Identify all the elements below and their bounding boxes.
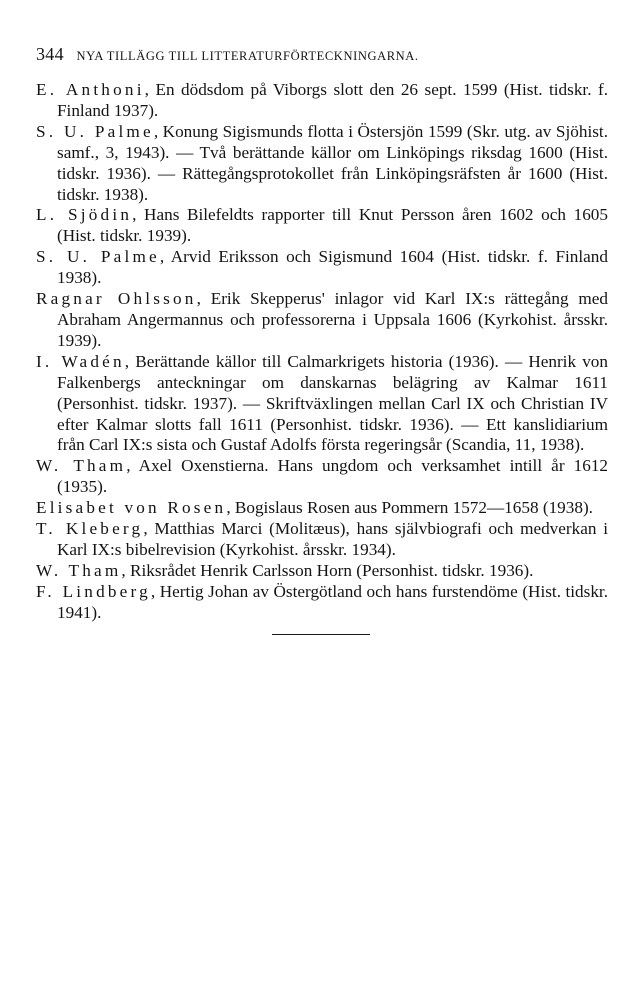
bibliography-entry xyxy=(36,122,608,206)
bibliography-list xyxy=(36,80,608,624)
bibliography-entry xyxy=(36,352,608,457)
running-title: NYA TILLÄGG TILL LITTERATURFÖRTECKNINGARNA. xyxy=(76,49,419,63)
entry-author: F. Lindberg xyxy=(36,581,151,601)
entry-text: , Riksrådet Henrik Carlsson Horn (Personhist. tidskr. 1936). xyxy=(121,560,534,580)
entry-text: , Erik Skepperus' inlagor vid Karl IX:s rättegång med Abraham Angermannus och professorerna i Uppsala 1606 (Kyrkohist. årsskr. 1939). xyxy=(57,289,608,350)
entry-author: T. Kleberg xyxy=(36,519,144,539)
bibliography-entry xyxy=(36,289,608,352)
bibliography-entry xyxy=(36,519,608,561)
entry-text: , Bogislaus Rosen aus Pommern 1572—1658 (1938). xyxy=(226,498,593,518)
bibliography-entry xyxy=(36,205,608,247)
bibliography-entry xyxy=(36,561,608,582)
entry-author: W. Tham xyxy=(36,456,127,476)
entry-author: S. U. Palme xyxy=(36,247,160,267)
page-header xyxy=(36,44,419,65)
entry-text: , Konung Sigismunds flotta i Östersjön 1599 (Skr. utg. av Sjöhist. samf., 3, 1943). — Två berättande källor om Linköpings riksdag 1600 (Hist. tidskr. 1936). — Rättegångsprotokollet från Linköpingsräfsten år 1600 (Hist. tidskr. 1938). xyxy=(57,121,608,204)
entry-author: E. Anthoni xyxy=(36,80,145,99)
entry-text: , Berättande källor till Calmarkrigets historia (1936). — Henrik von Falkenbergs anteckningar om danskarnas belägring av Kalmar 1611 (Personhist. tidskr. 1937). — Skriftväxlingen mellan Carl IX och Christian IV efter Kalmar slotts fall 1611 (Personhist. tidskr. 1936). — Ett kanslidiarium från Carl IX:s sista och Gustaf Adolfs första regeringsår (Scandia, 11, 1938). xyxy=(57,351,608,455)
entry-text: , En dödsdom på Viborgs slott den 26 sept. 1599 (Hist. tidskr. f. Finland 1937). xyxy=(57,80,608,120)
entry-author: S. U. Palme xyxy=(36,121,154,141)
bibliography-entry xyxy=(36,247,608,289)
bibliography-entry xyxy=(36,456,608,498)
entry-text: , Hertig Johan av Östergötland och hans furstendöme (Hist. tidskr. 1941). xyxy=(57,581,609,622)
section-divider xyxy=(272,634,370,635)
bibliography-entry xyxy=(36,498,608,519)
entry-author: Elisabet von Rosen xyxy=(36,498,227,518)
entry-author: Ragnar Ohlsson xyxy=(36,289,197,309)
bibliography-entry xyxy=(36,80,608,122)
page-number: 344 xyxy=(36,44,64,64)
entry-author: I. Wadén xyxy=(36,351,125,371)
entry-author: L. Sjödin xyxy=(36,205,133,225)
entry-text: , Matthias Marci (Molitæus), hans självbiografi och medverkan i Karl IX:s bibelrevision (Kyrkohist. årsskr. 1934). xyxy=(57,519,608,559)
entry-text: , Axel Oxenstierna. Hans ungdom och verksamhet intill år 1612 (1935). xyxy=(57,456,609,497)
entry-text: , Arvid Eriksson och Sigismund 1604 (Hist. tidskr. f. Finland 1938). xyxy=(57,247,608,288)
entry-text: , Hans Bilefeldts rapporter till Knut Persson åren 1602 och 1605 (Hist. tidskr. 1939). xyxy=(57,205,608,246)
entry-author: W. Tham xyxy=(36,560,122,580)
bibliography-entry xyxy=(36,582,608,624)
